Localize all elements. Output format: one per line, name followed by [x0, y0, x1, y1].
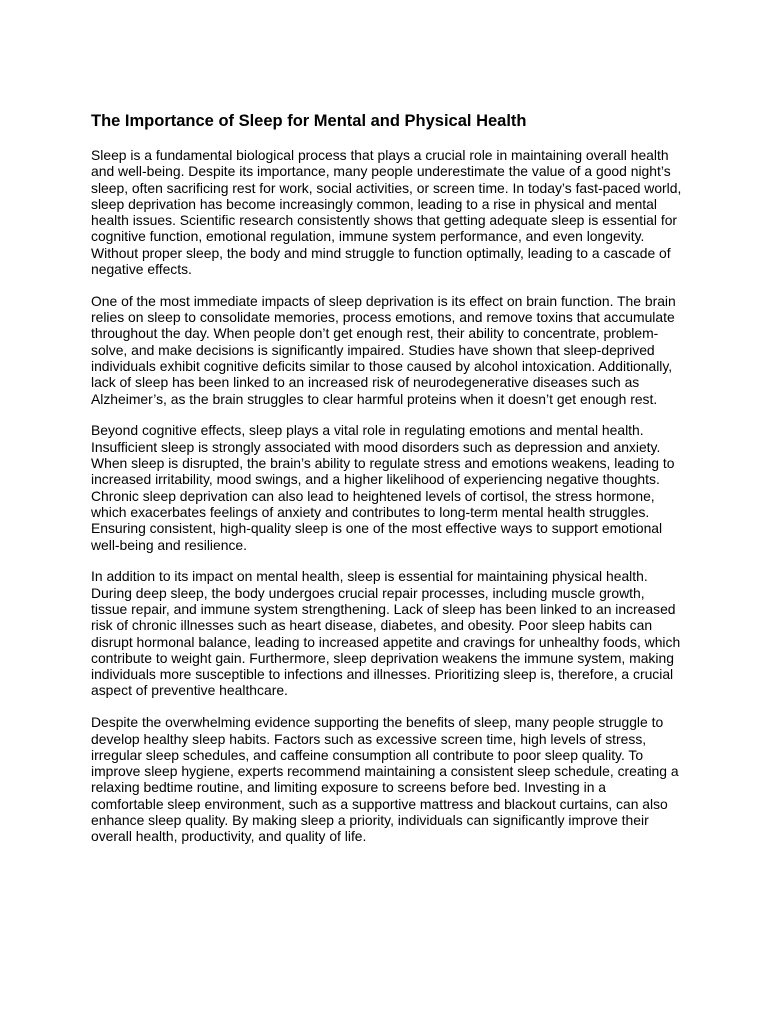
paragraph-line: sleep deprivation has become increasingly common, leading to a rise in physical and mental [91, 195, 657, 212]
paragraph-line: aspect of preventive healthcare. [91, 682, 288, 699]
paragraph-line: health issues. Scientific research consistently shows that getting adequate sleep is essential for [91, 212, 678, 229]
paragraph-line: tissue repair, and immune system strengthening. Lack of sleep has been linked to an increased [91, 600, 676, 617]
paragraph-line: Chronic sleep deprivation can also lead to heightened levels of cortisol, the stress hormone, [91, 487, 655, 504]
paragraph-line: Without proper sleep, the body and mind struggle to function optimally, leading to a cascade of [91, 244, 671, 261]
paragraph-line: negative effects. [91, 261, 192, 278]
paragraph-line: Ensuring consistent, high-quality sleep is one of the most effective ways to support emotional [91, 520, 663, 537]
paragraph-1 [91, 147, 691, 277]
paragraph-line: individuals exhibit cognitive deficits similar to those caused by alcohol intoxication. Additionally, [91, 358, 673, 375]
paragraph-line: Beyond cognitive effects, sleep plays a vital role in regulating emotions and mental health. [91, 422, 644, 439]
paragraph-line: contribute to weight gain. Furthermore, sleep deprivation weakens the immune system, making [91, 649, 674, 666]
paragraph-line: disrupt hormonal balance, leading to increased appetite and cravings for unhealthy foods, which [91, 633, 681, 650]
document-title: The Importance of Sleep for Mental and Physical Health [91, 112, 527, 130]
paragraph-3 [91, 422, 691, 552]
paragraph-line: comfortable sleep environment, such as a supportive mattress and blackout curtains, can also [91, 795, 668, 812]
paragraph-line: One of the most immediate impacts of sleep deprivation is its effect on brain function. The brain [91, 292, 676, 309]
paragraph-line: Insufficient sleep is strongly associated with mood disorders such as depression and anxiety. [91, 438, 661, 455]
paragraph-line: In addition to its impact on mental health, sleep is essential for maintaining physical health. [91, 568, 648, 585]
paragraph-line: cognitive function, emotional regulation, immune system performance, and even longevity. [91, 228, 645, 245]
paragraph-5 [91, 714, 691, 844]
paragraph-line: and well-being. Despite its importance, many people underestimate the value of a good night’s [91, 163, 671, 180]
paragraph-line: irregular sleep schedules, and caffeine consumption all contribute to poor sleep quality. To [91, 746, 644, 763]
paragraph-line: well-being and resilience. [91, 536, 247, 553]
paragraph-line: Despite the overwhelming evidence supporting the benefits of sleep, many people struggle to [91, 714, 664, 731]
paragraph-line: Sleep is a fundamental biological process that plays a crucial role in maintaining overall health [91, 147, 669, 163]
paragraph-line: sleep, often sacrificing rest for work, social activities, or screen time. In today’s fast-paced world, [91, 179, 682, 196]
paragraph-line: solve, and make decisions is significantly impaired. Studies have shown that sleep-deprived [91, 341, 655, 358]
paragraph-line: Alzheimer’s, as the brain struggles to clear harmful proteins when it doesn’t get enough rest. [91, 390, 658, 407]
paragraph-line: During deep sleep, the body undergoes crucial repair processes, including muscle growth, [91, 584, 645, 601]
paragraph-line: risk of chronic illnesses such as heart disease, diabetes, and obesity. Poor sleep habits can [91, 617, 653, 634]
paragraph-line: overall health, productivity, and quality of life. [91, 828, 367, 845]
paragraph-line: individuals more susceptible to infections and illnesses. Prioritizing sleep is, therefore, a crucial [91, 666, 674, 683]
paragraph-line: enhance sleep quality. By making sleep a priority, individuals can significantly improve their [91, 811, 649, 828]
paragraph-2 [91, 293, 691, 407]
paragraph-line: improve sleep hygiene, experts recommend maintaining a consistent sleep schedule, creating a [91, 763, 679, 780]
paragraph-line: increased irritability, mood swings, and a higher likelihood of experiencing negative thoughts. [91, 471, 660, 488]
paragraph-line: When sleep is disrupted, the brain’s ability to regulate stress and emotions weakens, leading to [91, 455, 675, 472]
paragraph-line: relies on sleep to consolidate memories, process emotions, and remove toxins that accumulate [91, 309, 675, 326]
paragraph-line: throughout the day. When people don’t get enough rest, their ability to concentrate, problem- [91, 325, 659, 342]
document-body [91, 147, 691, 860]
paragraph-4 [91, 568, 691, 698]
paragraph-line: relaxing bedtime routine, and limiting exposure to screens before bed. Investing in a [91, 779, 607, 796]
paragraph-line: lack of sleep has been linked to an increased risk of neurodegenerative diseases such as [91, 374, 640, 391]
paragraph-line: which exacerbates feelings of anxiety and contributes to long-term mental health struggles. [91, 503, 650, 520]
paragraph-line: develop healthy sleep habits. Factors such as excessive screen time, high levels of stress, [91, 730, 647, 747]
